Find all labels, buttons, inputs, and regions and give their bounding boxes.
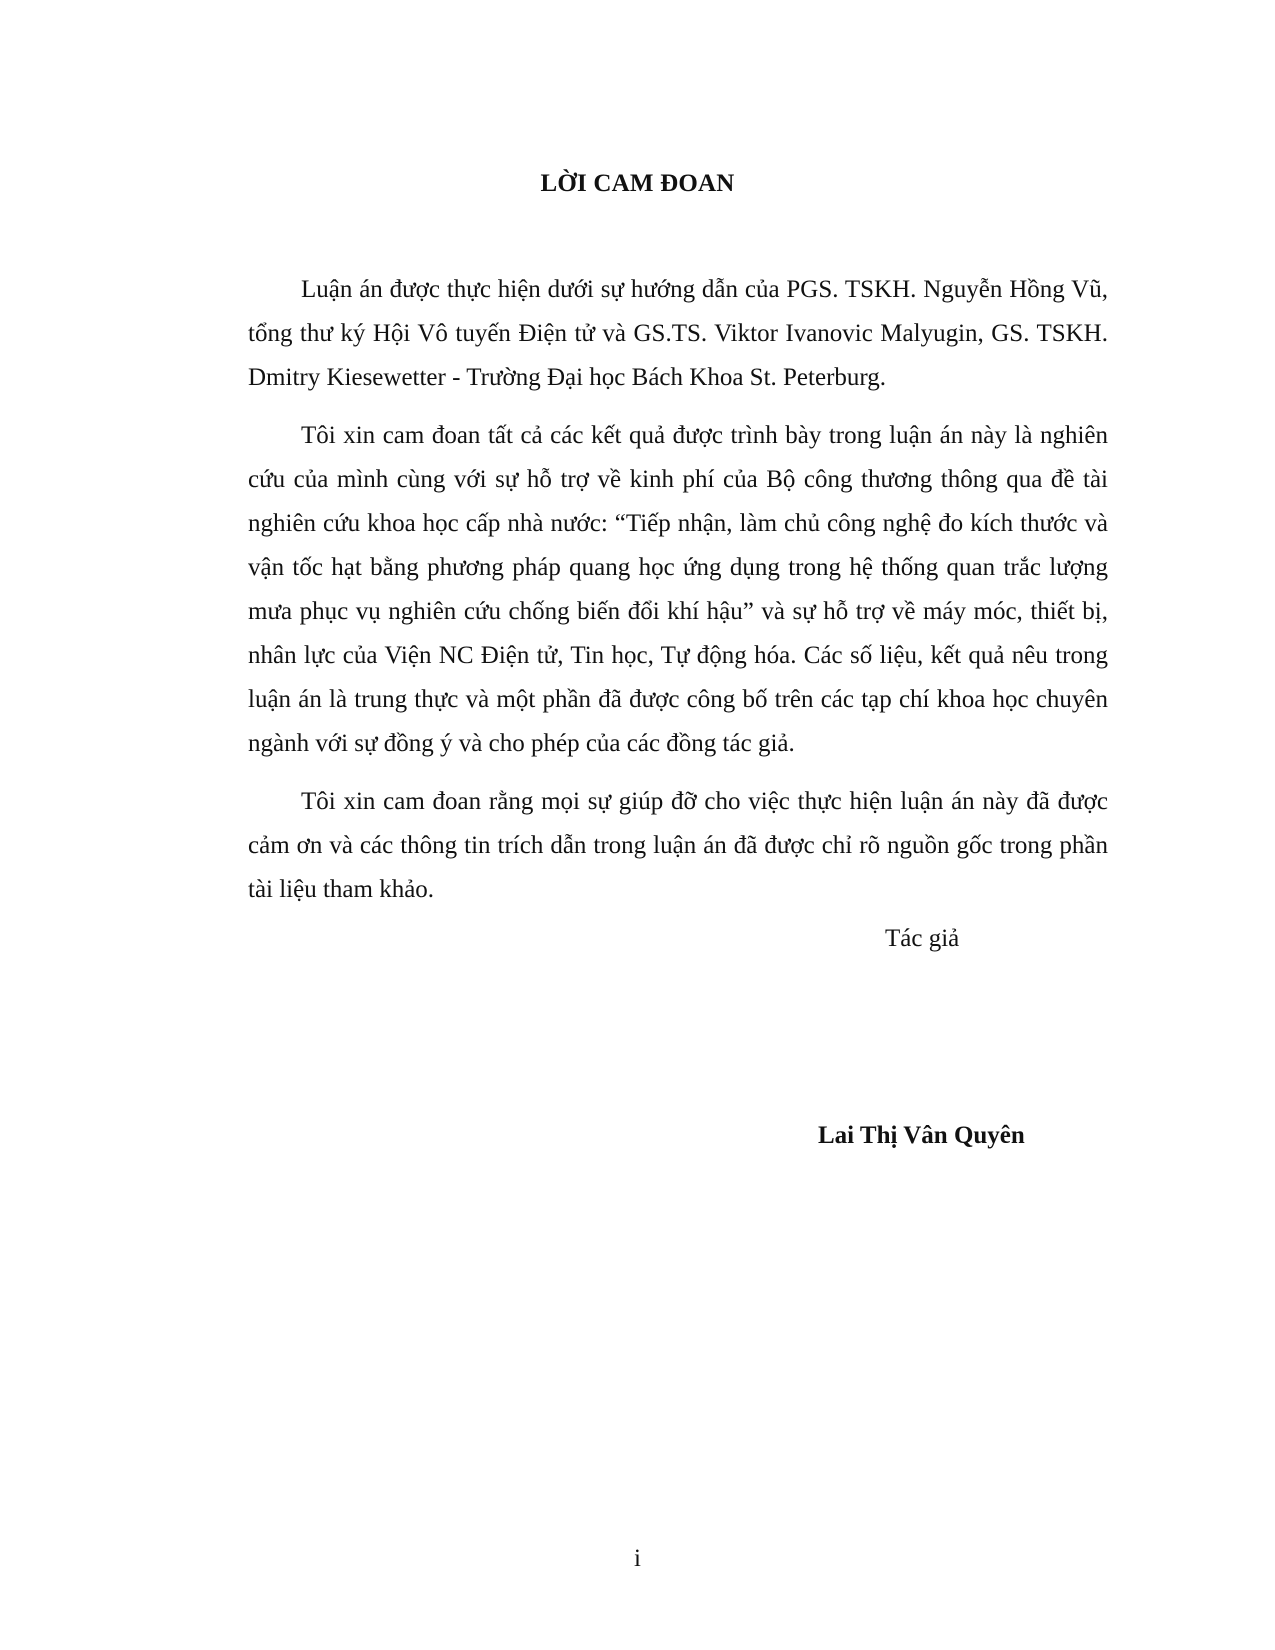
paragraph-declaration: Tôi xin cam đoan tất cả các kết quả được trình bày trong luận án này là nghiên cứu của mình cùng với sự hỗ trợ về kinh phí của Bộ công thương thông qua đề tài nghiên cứu khoa học cấp nhà nước: “Tiếp nhận, làm chủ công nghệ đo kích thước và vận tốc hạt bằng phương pháp quang học ứng dụng trong hệ thống quan trắc lượng mưa phục vụ nghiên cứu chống biến đổi khí hậu” và sự hỗ trợ về máy móc, thiết bị, nhân lực của Viện NC Điện tử, Tin học, Tự động hóa. Các số liệu, kết quả nêu trong luận án là trung thực và một phần đã được công bố trên các tạp chí khoa học chuyên ngành với sự đồng ý và cho phép của các đồng tác giả. [248,422,1108,757]
page-title: LỜI CAM ĐOAN [540,170,735,197]
body-text [248,268,1108,926]
paragraph-acknowledgement: Tôi xin cam đoan rằng mọi sự giúp đỡ cho việc thực hiện luận án này đã được cảm ơn và các thông tin trích dẫn trong luận án đã được chỉ rõ nguồn gốc trong phần tài liệu tham khảo. [248,788,1108,903]
author-name: Lai Thị Vân Quyên [818,1122,1025,1149]
paragraph-supervisors: Luận án được thực hiện dưới sự hướng dẫn của PGS. TSKH. Nguyễn Hồng Vũ, tổng thư ký Hội Vô tuyến Điện tử và GS.TS. Viktor Ivanovic Malyugin, GS. TSKH. Dmitry Kiesewetter - Trường Đại học Bách Khoa St. Peterburg. [248,276,1108,391]
page-number: i [634,1545,641,1572]
author-label: Tác giả [885,925,960,952]
